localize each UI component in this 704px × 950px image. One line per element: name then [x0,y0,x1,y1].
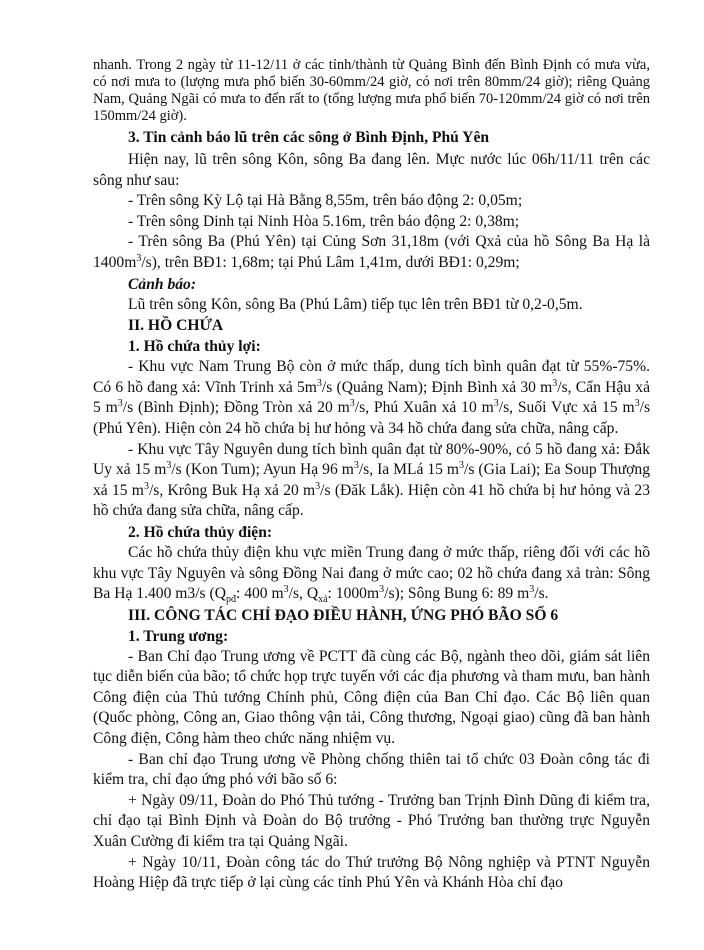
reservoir-highlands-paragraph: - Khu vực Tây Nguyên dung tích bình quân đạt từ 80%-90%, có 5 hồ đang xả: Đắk Uy xả 15 $m^3/s$ (Kon Tum); Ayun Hạ 96 $m^3/s$, Ia MLá 15 $m^3/s$ (Gia Lai); Ea Soup Thượng xả 15 $m^3/s$, Krông Buk Hạ xả 20 $m^3/s$ (Đăk Lắk). Hiện còn 41 hồ chứa bị hư hỏng và 23 hồ chứa đang sửa chữa, nâng cấp. [93,440,650,520]
central-steering-paragraph: - Ban Chỉ đạo Trung ương về PCTT đã cùng các Bộ, ngành theo dõi, giám sát liên tục diễn biến của bão; tổ chức họp trực tuyến với các địa phương và tham mưu, ban hành Công điện của Thủ tướng Chính phủ, Công điện của Ban Chỉ đạo. Các Bộ liên quan (Quốc phòng, Công an, Giao thông vận tải, Công thương, Ngoại giao) cũng đã ban hành Công điện, Công hàm theo chức năng nhiệm vụ. [93,647,650,748]
flood-intro-paragraph: Hiện nay, lũ trên sông Kôn, sông Ba đang lên. Mực nước lúc 06h/11/11 trên các sông như sau: [93,151,650,189]
forecast-paragraph: nhanh. Trong 2 ngày từ 11-12/11 ở các tỉnh/thành từ Quảng Bình đến Bình Định có mưa vừa, có nơi mưa to (lượng mưa phổ biến 30-60mm/24 giờ, có nơi trên 80mm/24 giờ); riêng Quảng Nam, Quảng Ngãi có mưa to đến rất to (tổng lượng mưa phổ biến 70-120mm/24 giờ có nơi trên 150mm/24 giờ). [93,57,650,124]
reservoir-south-central-paragraph: - Khu vực Nam Trung Bộ còn ở mức thấp, dung tích bình quân đạt từ 55%-75%. Có 6 hồ đang xả: Vĩnh Trinh xả $5m^3/s$ (Quảng Nam); Định Bình xả 30 $m^3/s$, Cẩn Hậu xả 5 $m^3/s$ (Bình Định); Đồng Tròn xả 20 $m^3/s$, Phú Xuân xả 10 $m^3/s$, Suối Vực xả 15 $m^3/s$ (Phú Yên). Hiện còn 24 hồ chứa bị hư hỏng và 34 hồ chứa đang sửa chữa, nâng cấp. [93,358,651,437]
hydropower-paragraph: Các hồ chứa thủy điện khu vực miền Trung đang ở mức thấp, riêng đối với các hồ khu vực Tây Nguyên và sông Đồng Nai đang ở mức cao; 02 hồ chứa đang xả tràn: Sông Ba Hạ 1.400 m3/s ($Q_{pđ}$: 400 $m^3/s$, $Q_{xả}$: $1000m^3/s$); Sông Bung 6: 89 $m^3/s$. [93,543,650,606]
inspection-teams-paragraph: - Ban chỉ đạo Trung ương về Phòng chống thiên tai tổ chức 03 Đoàn công tác đi kiểm tra, chỉ đạo ứng phó với bão số 6: [93,750,650,789]
inspection-nov10-paragraph: + Ngày 10/11, Đoàn công tác do Thứ trưởng Bộ Nông nghiệp và PTNT Nguyễn Hoàng Hiệp đã trực tiếp ở lại cùng các tỉnh Phú Yên và Khánh Hòa chỉ đạo [93,853,650,892]
warning-text: Lũ trên sông Kôn, sông Ba (Phú Lâm) tiếp tục lên trên BĐ1 từ 0,2-0,5m. [128,295,583,313]
section-heading-flood-warning: 3. Tin cảnh báo lũ trên các sông ở Bình Định, Phú Yên [128,129,490,146]
inspection-nov9-paragraph: + Ngày 09/11, Đoàn do Phó Thủ tướng - Trưởng ban Trịnh Đình Dũng đi kiểm tra, chỉ đạo tại Bình Định và Đoàn do Bộ trưởng - Phó Trưởng ban thường trực Nguyễn Xuân Cường đi kiểm tra tại Quảng Ngãi. [93,791,650,851]
flood-item-ky-lo: - Trên sông Kỳ Lộ tại Hà Bằng 8,55m, trên báo động 2: 0,05m; [128,192,523,210]
flood-item-ba: - Trên sông Ba (Phú Yên) tại Củng Sơn 31,18m (với Qxả của hồ Sông Ba Hạ là $1400m^3/s$), trên BĐ1: 1,68m; tại Phú Lâm 1,41m, dưới BĐ1: 0,29m; [93,233,650,271]
warning-label: Cảnh báo: [128,275,197,293]
subheading-irrigation-reservoirs: 1. Hồ chứa thủy lợi: [128,338,261,356]
subheading-hydropower-reservoirs: 2. Hồ chứa thủy điện: [128,523,273,541]
flood-item-dinh: - Trên sông Dinh tại Ninh Hòa 5.16m, trên báo động 2: 0,38m; [128,212,520,230]
section-heading-reservoirs: II. HỒ CHỨA [128,317,224,335]
section-heading-response: III. CÔNG TÁC CHỈ ĐẠO ĐIỀU HÀNH, ỨNG PHÓ BÃO SỐ 6 [128,606,559,624]
subheading-central: 1. Trung ương: [128,627,229,645]
